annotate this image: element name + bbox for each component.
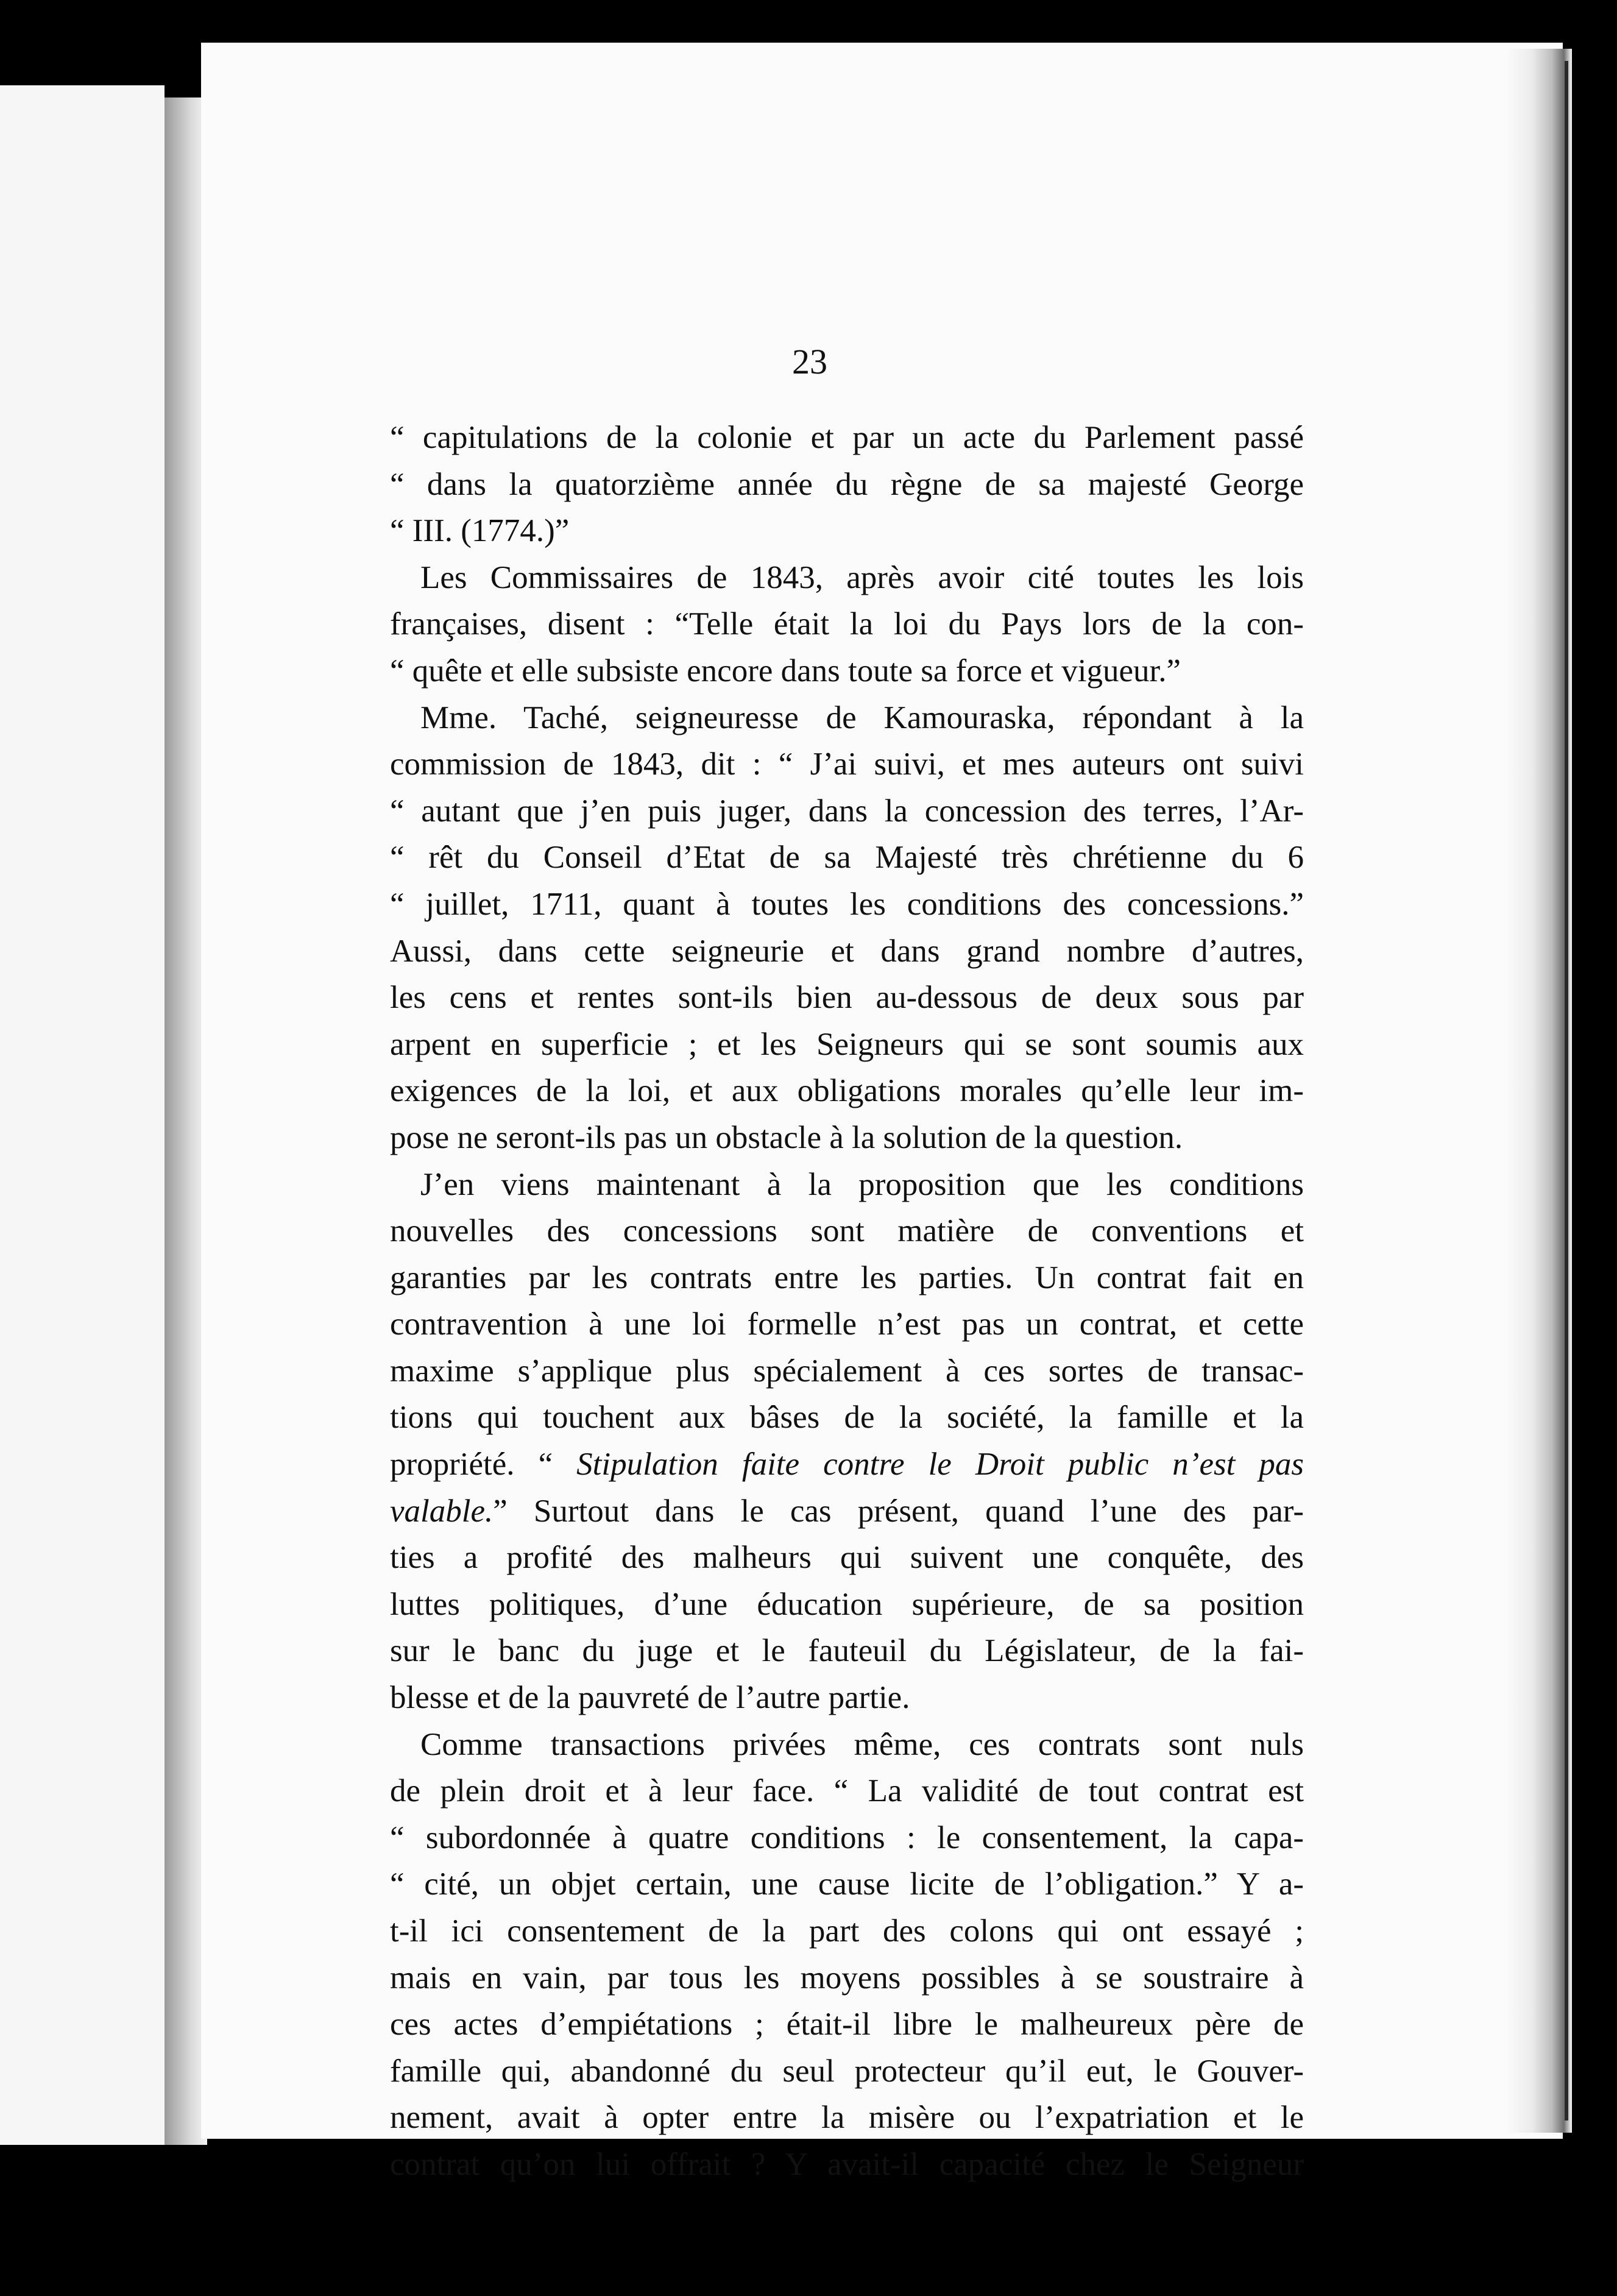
text-line: garanties par les contrats entre les parties. Un contrat fait en [390,1260,1304,1295]
page-edge-line [1565,61,1568,2121]
text-line: “ subordonnée à quatre conditions : le consentement, la capa- [390,1819,1304,1855]
text-line: tions qui touchent aux bâses de la société, la famille et la [390,1400,1304,1436]
text-line: ces actes d’empiétations ; était-il libre le malheureux père de [390,2007,1304,2043]
body-text [390,414,1304,2188]
italic-quote-end: valable. [390,1493,494,1529]
text-line: de plein droit et à leur face. “ La validité de tout contrat est [390,1773,1304,1809]
text-line: “ quête et elle subsiste encore dans toute sa force et vigueur.” [390,653,1181,689]
left-page-edge [0,85,165,2145]
text-line: famille qui, abandonné du seul protecteur qu’il eut, le Gouver- [390,2053,1304,2089]
text-line: mais en vain, par tous les moyens possibles à se soustraire à [390,1960,1304,1996]
text-line-italic-2 [390,1488,1304,1535]
text-line: “ cité, un objet certain, une cause licite de l’obligation.” Y a- [390,1866,1304,1902]
italic-line-suffix: ” Surtout dans le cas présent, quand l’une des par- [493,1493,1304,1529]
text-line: ties a profité des malheurs qui suivent une conquête, des [390,1540,1304,1576]
text-line: “ dans la quatorzième année du règne de sa majesté George [390,466,1304,502]
text-line: “ juillet, 1711, quant à toutes les conditions des concessions.” [390,886,1304,922]
text-line: Mme. Taché, seigneuresse de Kamouraska, répondant à la [420,700,1304,735]
text-line: pose ne seront-ils pas un obstacle à la solution de la question. [390,1119,1183,1155]
text-line: nouvelles des concessions sont matière de conventions et [390,1213,1304,1249]
page-number: 23 [792,342,827,381]
text-line: Aussi, dans cette seigneurie et dans grand nombre d’autres, [390,933,1304,969]
page-edge-shadow [1505,49,1572,2133]
italic-line-prefix: propriété. “ [390,1447,577,1483]
text-line: “ III. (1774.)” [390,513,570,549]
text-block-after [390,1534,1304,2188]
text-line: Comme transactions privées même, ces contrats sont nuls [420,1726,1304,1762]
text-line: J’en viens maintenant à la proposition que les conditions [420,1166,1304,1202]
text-line: nement, avait à opter entre la misère ou l’expatriation et le [390,2100,1304,2136]
text-line: arpent en superficie ; et les Seigneurs qui se sont soumis aux [390,1026,1304,1062]
text-line: blesse et de la pauvreté de l’autre partie. [390,1680,910,1716]
text-line: “ capitulations de la colonie et par un acte du Parlement passé [390,420,1304,455]
italic-quote: Stipulation faite contre le Droit public n’est pas [576,1447,1304,1483]
text-line: françaises, disent : “Telle était la loi du Pays lors de la con- [390,606,1304,642]
text-line: t-il ici consentement de la part des colons qui ont essayé ; [390,1913,1304,1949]
text-line: luttes politiques, d’une éducation supérieure, de sa position [390,1586,1304,1622]
text-line-italic-1 [390,1441,1304,1488]
text-block-before [390,414,1304,1441]
text-line: contrat qu’on lui offrait ? Y avait-il capacité chez le Seigneur [390,2146,1304,2182]
text-line: maxime s’applique plus spécialement à ces sortes de transac- [390,1353,1304,1389]
text-line: “ autant que j’en puis juger, dans la concession des terres, l’Ar- [390,793,1304,829]
text-line: exigences de la loi, et aux obligations morales qu’elle leur im- [390,1073,1304,1109]
text-line: contravention à une loi formelle n’est pas un contrat, et cette [390,1306,1304,1342]
text-line: commission de 1843, dit : “ J’ai suivi, et mes auteurs ont suivi [390,746,1304,782]
text-line: “ rêt du Conseil d’Etat de sa Majesté très chrétienne du 6 [390,840,1304,876]
text-line: sur le banc du juge et le fauteuil du Législateur, de la fai- [390,1633,1304,1669]
text-line: Les Commissaires de 1843, après avoir cité toutes les lois [420,559,1304,595]
text-line: les cens et rentes sont-ils bien au-dessous de deux sous par [390,980,1304,1016]
